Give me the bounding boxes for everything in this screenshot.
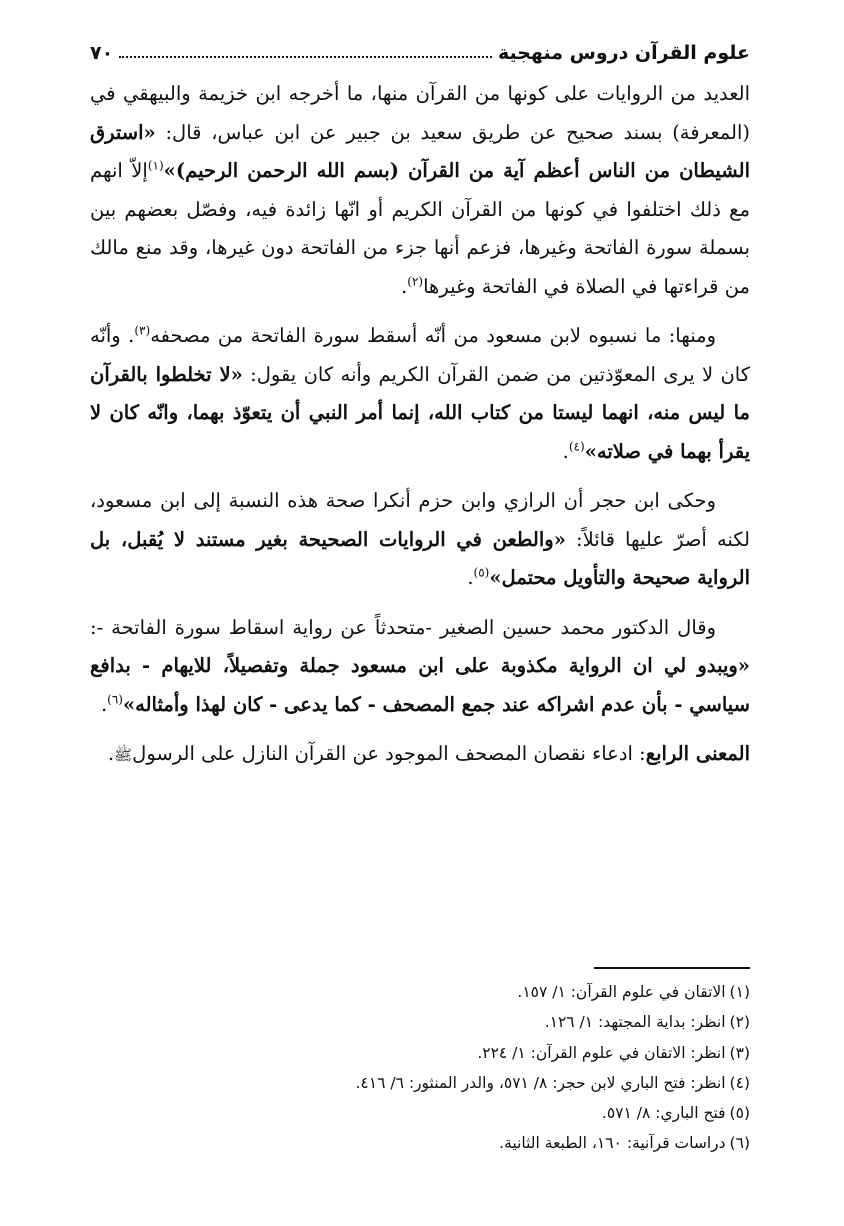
footnote-separator: [594, 967, 750, 969]
paragraph-text: . وأنّه كان لا يرى المعوّذتين من ضمن القرآن الكريم وأنه كان يقول:: [90, 324, 751, 386]
paragraph-text: العديد من الروايات على كونها من القرآن منها، ما أخرجه ابن خزيمة والبيهقي في (المعرفة) بسند صحيح عن طريق سعيد بن جبير عن ابن عباس، قال:: [90, 82, 750, 144]
footnote-item: [90, 1128, 750, 1158]
footnote-number: (٦): [729, 1134, 750, 1153]
paragraph-5: [90, 735, 750, 775]
footnote-item: [90, 1098, 750, 1128]
section-heading: المعنى الرابع: [645, 742, 750, 765]
footnote-text: دراسات قرآنية: ١٦٠، الطبعة الثانية.: [499, 1134, 726, 1153]
paragraph-1: [90, 75, 750, 306]
quotation: «استرق الشيطان من الناس أعظم آية من القرآن (بسم الله الرحمن الرحيم)»: [90, 120, 750, 182]
footnote-text: فتح الباري: ٨/ ٥٧١.: [601, 1104, 726, 1123]
quotation: «والطعن في الروايات الصحيحة بغير مستند لا يُقبل، بل الرواية صحيحة والتأويل محتمل»: [90, 527, 750, 589]
footnote-number: (٣): [729, 1043, 750, 1062]
paragraph-text: وقال الدكتور محمد حسين الصغير -متحدثاً عن رواية اسقاط سورة الفاتحة -:: [90, 615, 716, 639]
paragraph-end: .: [107, 742, 115, 765]
footnote-text: انظر: فتح الباري لابن حجر: ٨/ ٥٧١، والدر المنثور: ٦/ ٤١٦.: [355, 1073, 726, 1092]
paragraph-end: .: [401, 274, 408, 298]
footnote-item: [90, 977, 750, 1007]
pbuh-ligature: ﷺ: [114, 746, 133, 764]
footnote-ref-2[interactable]: (٢): [407, 274, 424, 288]
footnote-number: (٤): [729, 1073, 750, 1092]
footnote-number: (٥): [729, 1104, 750, 1123]
paragraph-text: ومنها: ما نسبوه لابن مسعود من أنّه أسقط سورة الفاتحة من مصحفه: [150, 324, 716, 347]
paragraph-end: .: [467, 566, 474, 589]
quotation: «ويبدو لي ان الرواية مكذوبة على ابن مسعود جملة وتفصيلاً، للايهام - بدافع سياسي - بأن عدم اشراكه عند جمع المصحف - كما يدعى - كان لهذا وأمثاله»: [90, 654, 750, 716]
page-header: [90, 34, 750, 64]
footnote-ref-6[interactable]: (٦): [107, 692, 123, 706]
footnote-ref-5[interactable]: (٥): [473, 565, 490, 580]
footnote-number: (٢): [729, 1013, 750, 1032]
main-text: [90, 75, 750, 775]
paragraph-3: [90, 482, 750, 598]
page-number: ٧٠: [90, 42, 117, 64]
quotation: «لا تخلطوا بالقرآن ما ليس منه، انهما ليستا من كتاب الله، إنما أمر النبي أن يتعوّذ بهما، وانّه كان لا يقرأ بهما في صلاته»: [90, 362, 750, 463]
footnote-item: [90, 1068, 750, 1098]
running-title: علوم القرآن دروس منهجية: [494, 42, 750, 64]
paragraph-text: إلاّ انهم مع ذلك اختلفوا في كونها من القرآن الكريم أو انّها زائدة فيه، وفصّل بعضهم بين بسملة سورة الفاتحة وغيرها، فزعم أنها جزء من الفاتحة دون غيرها، وقد منع مالك من قراءتها في الصلاة في الفاتحة وغيرها: [90, 159, 750, 298]
paragraph-end: .: [562, 439, 569, 463]
footnote-number: (١): [729, 983, 750, 1001]
footnote-ref-4[interactable]: (٤): [568, 439, 585, 453]
footnote-item: [90, 1038, 750, 1068]
footnote-text: انظر: بداية المجتهد: ١/ ١٢٦.: [544, 1013, 726, 1032]
footnote-item: [90, 1007, 750, 1037]
footnotes: [90, 977, 750, 1159]
footnote-text: انظر: الاتقان في علوم القرآن: ١/ ٢٢٤.: [477, 1043, 726, 1062]
paragraph-text: وحكى ابن حجر أن الرازي وابن حزم أنكرا صحة هذه النسبة إلى ابن مسعود، لكنه أصرّ عليها قائلاً:: [90, 489, 750, 551]
paragraph-4: [90, 609, 750, 725]
footnote-ref-1[interactable]: (١): [147, 158, 164, 173]
header-leader-dots: [119, 56, 492, 58]
footnote-text: الاتقان في علوم القرآن: ١/ ١٥٧.: [517, 983, 726, 1001]
paragraph-text: : ادعاء نقصان المصحف الموجود عن القرآن النازل على الرسول: [132, 742, 646, 765]
paragraph-2: [90, 317, 750, 471]
footnote-ref-3[interactable]: (٣): [134, 323, 151, 338]
paragraph-end: .: [100, 692, 108, 716]
